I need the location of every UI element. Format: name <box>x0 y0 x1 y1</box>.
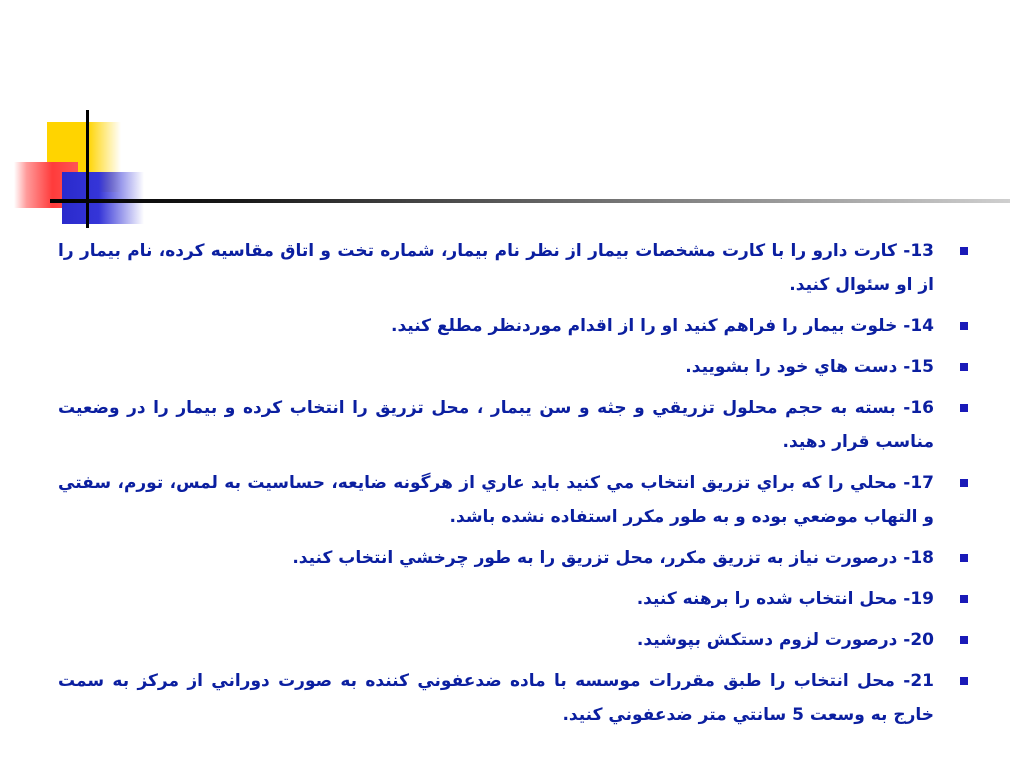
list-item-text: 19- محل انتخاب شده را برهنه کنید. <box>636 589 934 609</box>
square-bullet-icon <box>960 554 968 562</box>
list-item <box>58 541 978 575</box>
list-item-text: 18- درصورت نیاز به تزریق مکرر، محل تزریق را به طور چرخشي انتخاب کنید. <box>292 548 934 568</box>
list-item <box>58 664 978 732</box>
list-item-text: 15- دست هاي خود را بشویید. <box>685 357 934 377</box>
list-item <box>58 582 978 616</box>
square-bullet-icon <box>960 479 968 487</box>
square-bullet-icon <box>960 363 968 371</box>
square-bullet-icon <box>960 636 968 644</box>
list-item <box>58 623 978 657</box>
title-divider-line <box>50 199 1010 203</box>
square-bullet-icon <box>960 677 968 685</box>
list-item <box>58 234 978 302</box>
blue-square-decoration <box>62 172 144 224</box>
square-bullet-icon <box>960 247 968 255</box>
vertical-line-decoration <box>86 110 89 228</box>
square-bullet-icon <box>960 322 968 330</box>
bullet-list <box>58 234 978 732</box>
list-item-text: 13- کارت دارو را با کارت مشخصات بیمار از نظر نام بیمار، شماره تخت و اتاق مقاسیه کرده، نام بیمار را از او سئوال کنید. <box>58 241 934 295</box>
list-item <box>58 309 978 343</box>
list-item <box>58 466 978 534</box>
list-item-text: 14- خلوت بیمار را فراهم کنید او را از اقدام موردنظر مطلع کنید. <box>390 316 934 336</box>
list-item-text: 16- بسته به حجم محلول تزریقي و جثه و سن یبمار ، محل تزریق را انتخاب کرده و بیمار را در وضعیت مناسب قرار دهید. <box>58 398 934 452</box>
list-item-text: 21- محل انتخاب را طبق مقررات موسسه با ماده ضدعفوني کننده به صورت دوراني از مرکز به سمت خارج به وسعت 5 سانتي متر ضدعفوني کنید. <box>58 671 934 725</box>
list-item <box>58 350 978 384</box>
list-item-text: 20- درصورت لزوم دستکش بپوشید. <box>636 630 934 650</box>
slide-body <box>58 234 978 739</box>
list-item-text: 17- محلي را که براي تزریق انتخاب مي کنید باید عاري از هرگونه ضایعه، حساسیت به لمس، تورم، سفتي و التهاب موضعي بوده و به طور مکرر استفاده نشده باشد. <box>58 473 934 527</box>
square-bullet-icon <box>960 595 968 603</box>
list-item <box>58 391 978 459</box>
square-bullet-icon <box>960 404 968 412</box>
